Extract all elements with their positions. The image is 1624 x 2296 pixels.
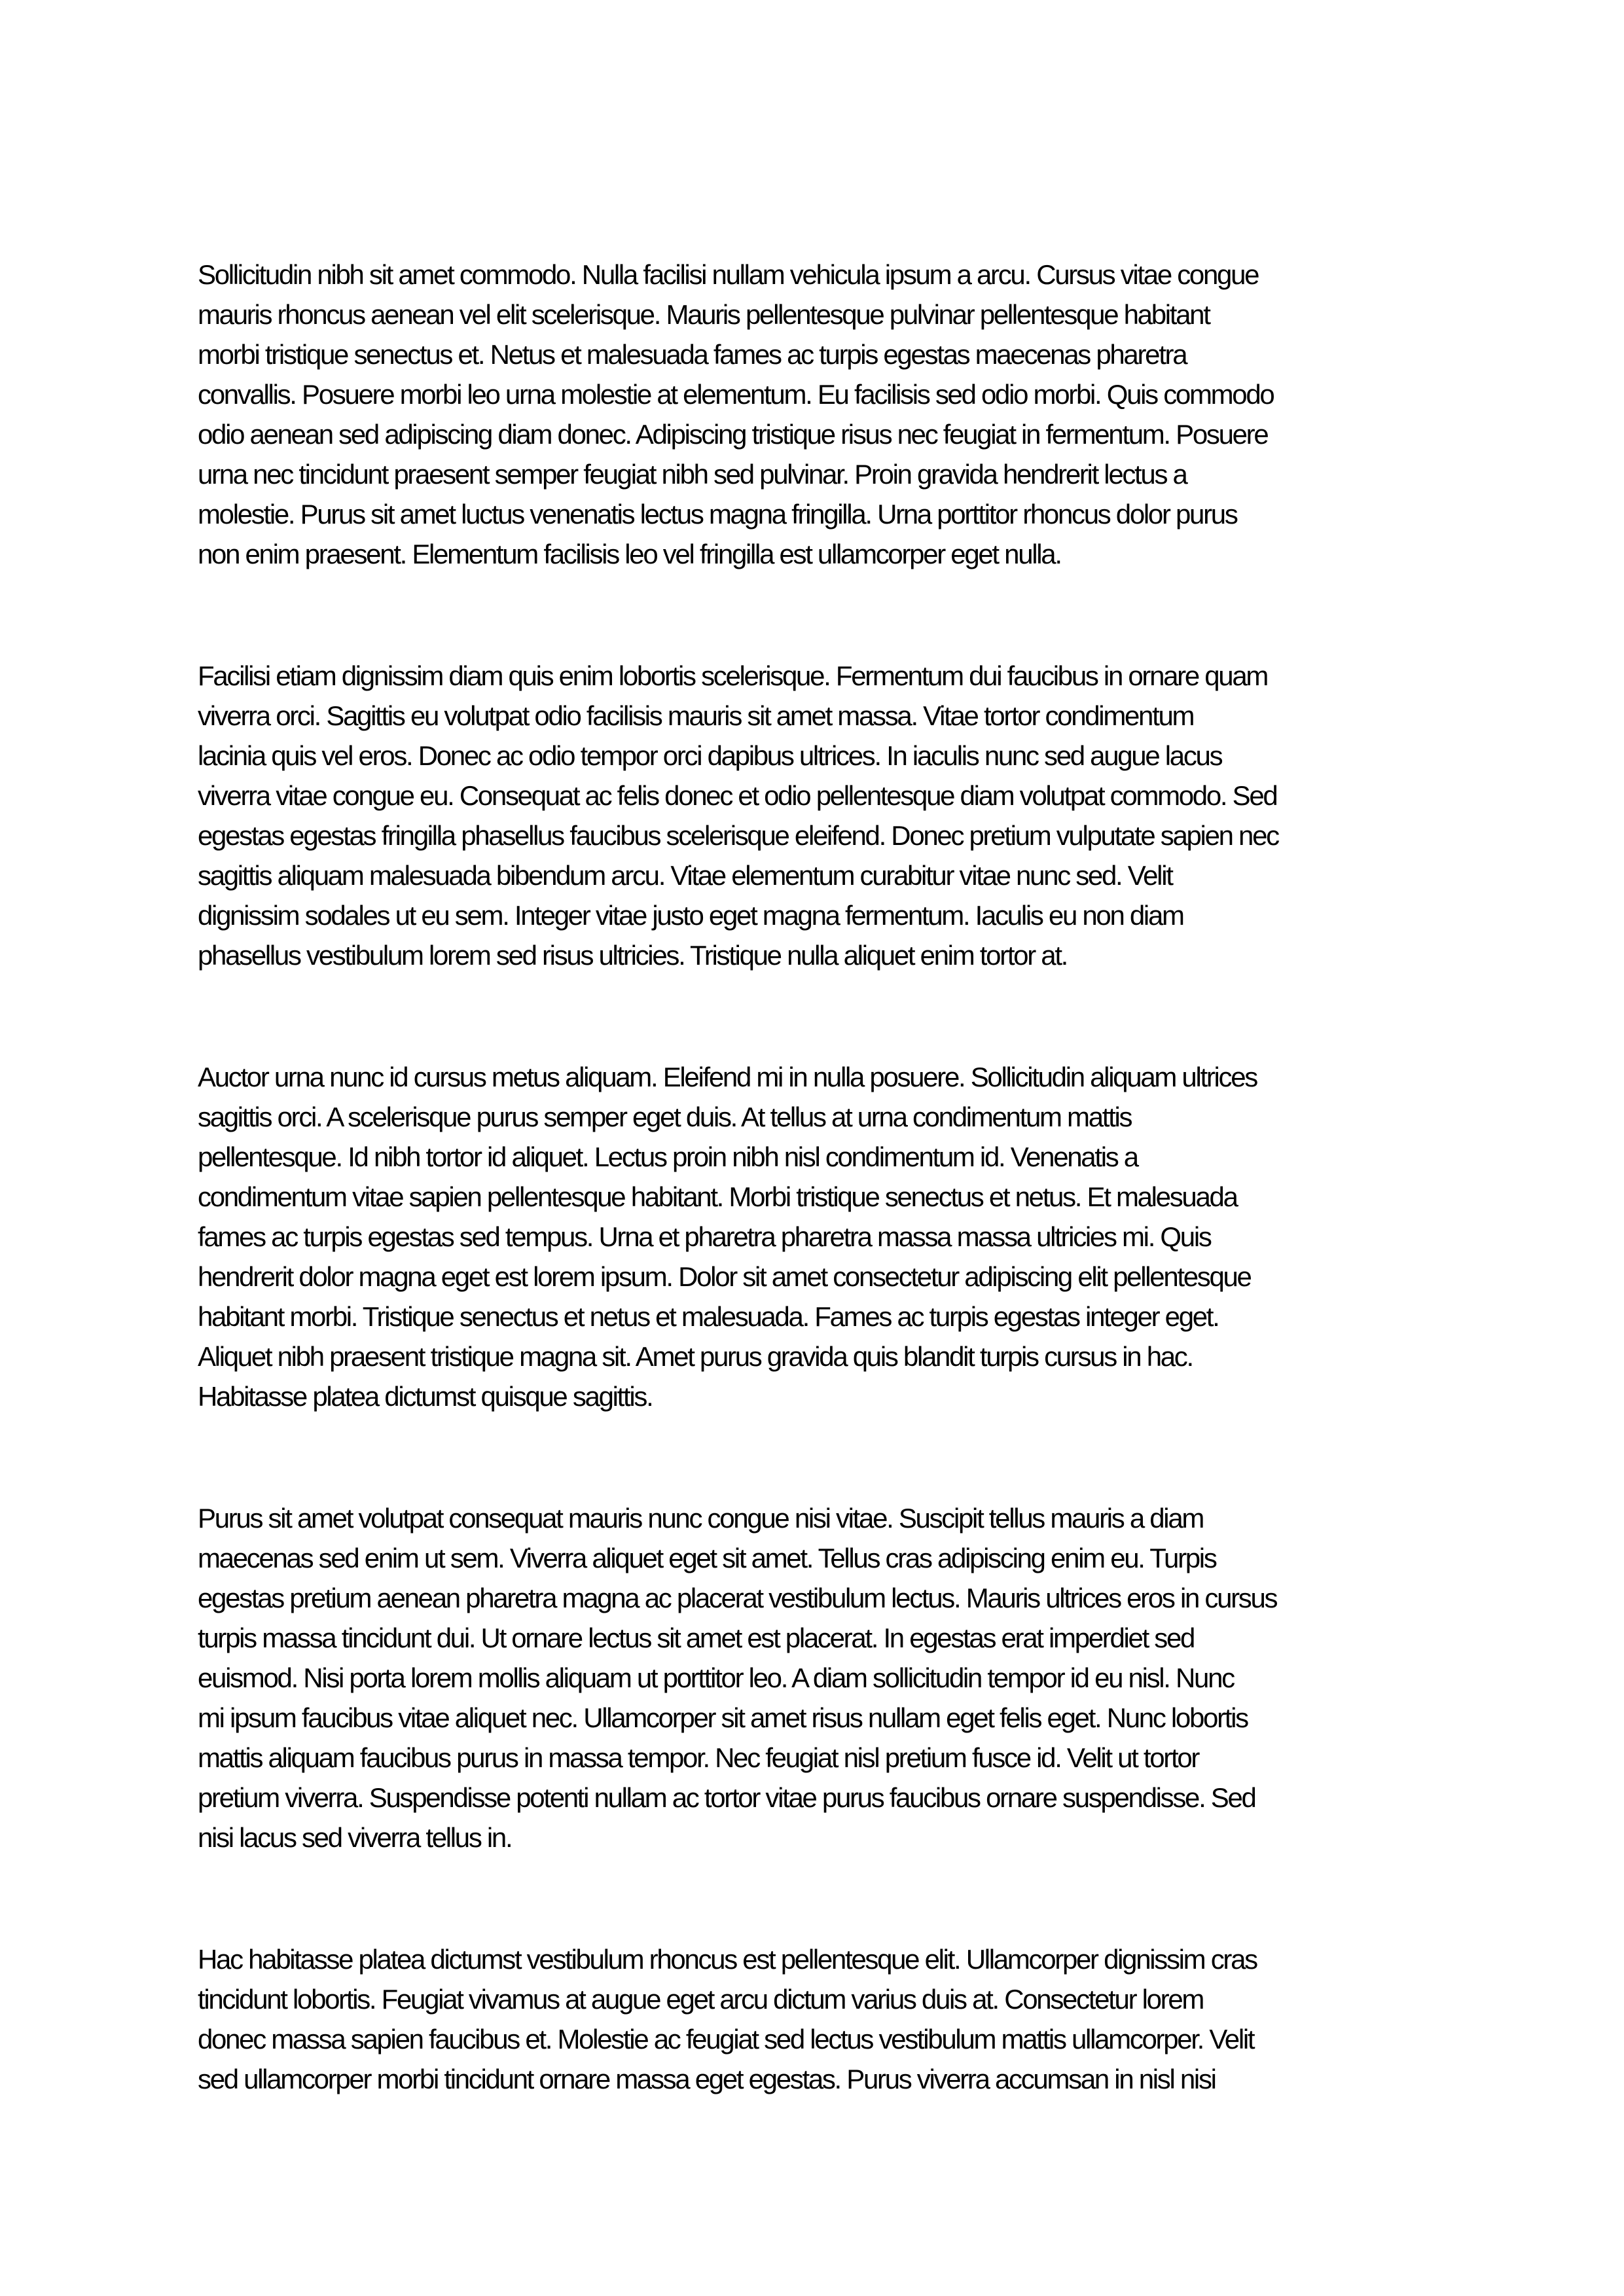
text-line: phasellus vestibulum lorem sed risus ultricies. Tristique nulla aliquet enim tortor at.	[198, 940, 1068, 971]
text-line: dignissim sodales ut eu sem. Integer vitae justo eget magna fermentum. Iaculis eu non diam	[198, 900, 1183, 931]
text-line: odio aenean sed adipiscing diam donec. Adipiscing tristique risus nec feugiat in fermentum. Posuere	[198, 419, 1268, 450]
paragraph	[198, 1057, 1418, 1416]
text-line: tincidunt lobortis. Feugiat vivamus at augue eget arcu dictum varius duis at. Consectetur lorem	[198, 1984, 1204, 2015]
paragraph	[198, 1939, 1418, 2099]
text-line: Purus sit amet volutpat consequat mauris nunc congue nisi vitae. Suscipit tellus mauris a diam	[198, 1503, 1204, 1534]
text-line: mi ipsum faucibus vitae aliquet nec. Ullamcorper sit amet risus nullam eget felis eget. Nunc lobortis	[198, 1702, 1248, 1733]
text-line: egestas egestas fringilla phasellus faucibus scelerisque eleifend. Donec pretium vulputate sapien nec	[198, 820, 1278, 851]
text-line: egestas pretium aenean pharetra magna ac placerat vestibulum lectus. Mauris ultrices eros in cursus	[198, 1583, 1277, 1613]
text-line: donec massa sapien faucibus et. Molestie ac feugiat sed lectus vestibulum mattis ullamcorper. Velit	[198, 2024, 1254, 2054]
text-line: convallis. Posuere morbi leo urna molestie at elementum. Eu facilisis sed odio morbi. Quis commodo	[198, 379, 1274, 410]
text-line: pretium viverra. Suspendisse potenti nullam ac tortor vitae purus faucibus ornare suspendisse. Sed	[198, 1782, 1255, 1813]
text-line: fames ac turpis egestas sed tempus. Urna et pharetra pharetra massa massa ultricies mi. Quis	[198, 1221, 1211, 1252]
text-line: Sollicitudin nibh sit amet commodo. Nulla facilisi nullam vehicula ipsum a arcu. Cursus vitae congue	[198, 259, 1259, 290]
text-line: urna nec tincidunt praesent semper feugiat nibh sed pulvinar. Proin gravida hendrerit lectus a	[198, 459, 1187, 490]
text-line: maecenas sed enim ut sem. Viverra aliquet eget sit amet. Tellus cras adipiscing enim eu. Turpis	[198, 1543, 1216, 1573]
paragraph	[198, 1498, 1418, 1857]
text-line: Aliquet nibh praesent tristique magna sit. Amet purus gravida quis blandit turpis cursus in hac.	[198, 1341, 1193, 1372]
text-line: Hac habitasse platea dictumst vestibulum rhoncus est pellentesque elit. Ullamcorper dignissim cras	[198, 1944, 1257, 1975]
text-line: Facilisi etiam dignissim diam quis enim lobortis scelerisque. Fermentum dui faucibus in ornare quam	[198, 660, 1268, 691]
text-line: non enim praesent. Elementum facilisis leo vel fringilla est ullamcorper eget nulla.	[198, 539, 1061, 569]
text-line: viverra vitae congue eu. Consequat ac felis donec et odio pellentesque diam volutpat commodo. Sed	[198, 780, 1277, 811]
text-line: sagittis aliquam malesuada bibendum arcu. Vitae elementum curabitur vitae nunc sed. Velit	[198, 860, 1172, 891]
paragraph	[198, 656, 1418, 975]
text-line: Habitasse platea dictumst quisque sagittis.	[198, 1381, 653, 1412]
paragraph	[198, 255, 1418, 574]
text-line: euismod. Nisi porta lorem mollis aliquam ut porttitor leo. A diam sollicitudin tempor id eu nisl. Nunc	[198, 1662, 1234, 1693]
text-line: molestie. Purus sit amet luctus venenatis lectus magna fringilla. Urna porttitor rhoncus dolor purus	[198, 499, 1237, 529]
text-line: mattis aliquam faucibus purus in massa tempor. Nec feugiat nisl pretium fusce id. Velit ut tortor	[198, 1742, 1199, 1773]
text-line: mauris rhoncus aenean vel elit scelerisque. Mauris pellentesque pulvinar pellentesque habitant	[198, 299, 1210, 330]
text-line: viverra orci. Sagittis eu volutpat odio facilisis mauris sit amet massa. Vitae tortor condimentum	[198, 700, 1194, 731]
text-line: sed ullamcorper morbi tincidunt ornare massa eget egestas. Purus viverra accumsan in nisl nisi	[198, 2064, 1216, 2094]
text-line: turpis massa tincidunt dui. Ut ornare lectus sit amet est placerat. In egestas erat imperdiet sed	[198, 1623, 1195, 1653]
text-line: lacinia quis vel eros. Donec ac odio tempor orci dapibus ultrices. In iaculis nunc sed augue lacus	[198, 740, 1222, 771]
text-line: pellentesque. Id nibh tortor id aliquet. Lectus proin nibh nisl condimentum id. Venenatis a	[198, 1141, 1138, 1172]
text-line: condimentum vitae sapien pellentesque habitant. Morbi tristique senectus et netus. Et malesuada	[198, 1181, 1237, 1212]
document-body	[198, 255, 1418, 2099]
text-line: Auctor urna nunc id cursus metus aliquam. Eleifend mi in nulla posuere. Sollicitudin aliquam ultrices	[198, 1062, 1257, 1092]
text-line: hendrerit dolor magna eget est lorem ipsum. Dolor sit amet consectetur adipiscing elit pellentesque	[198, 1261, 1251, 1292]
text-line: sagittis orci. A scelerisque purus semper eget duis. At tellus at urna condimentum mattis	[198, 1102, 1132, 1132]
text-line: morbi tristique senectus et. Netus et malesuada fames ac turpis egestas maecenas pharetra	[198, 339, 1187, 370]
text-line: nisi lacus sed viverra tellus in.	[198, 1822, 512, 1853]
text-line: habitant morbi. Tristique senectus et netus et malesuada. Fames ac turpis egestas integer eget.	[198, 1301, 1219, 1332]
